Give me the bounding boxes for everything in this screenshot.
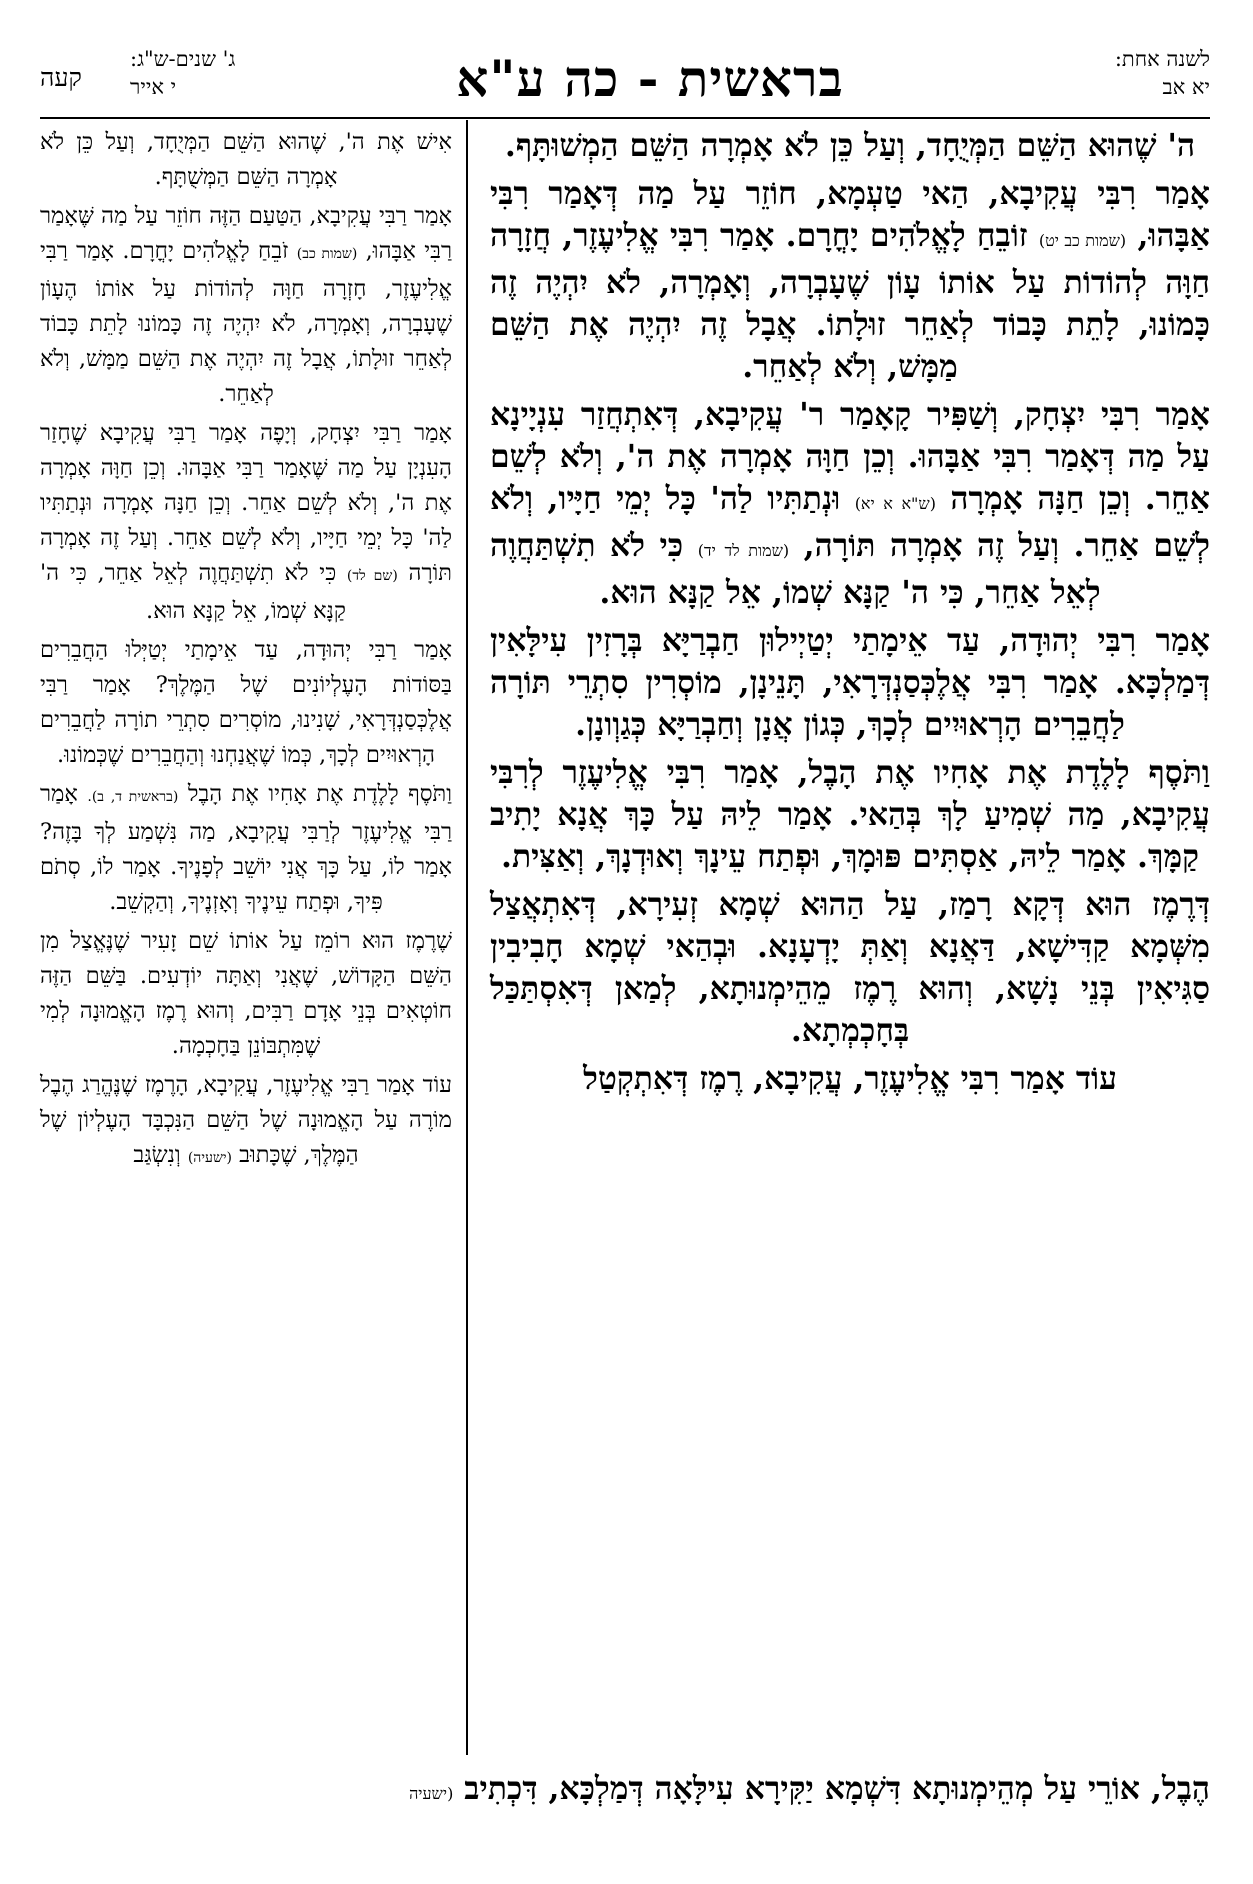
main-text: זוֹבֵחַ לָאֱלֹהִים יָחֳרָם. אָמַר רִבִּי אֱלִיעֶזֶר, חֲזָרָה חַוָּה לְהוֹדוֹת עַל אוֹתוֹ עָוֹן שֶׁעָבְרָה, וְאָמְרָה, לֹא יִהְיֶה זֶה כָּמוֹנוּ, לָתֵת כָּבוֹד לְאַחֵר זוּלָתוֹ. אֲבָל זֶה יִהְיֶה אֶת הַשֵּׁם מַמָּשׁ, וְלֹא לְאַחֵר. xyxy=(490,217,1210,385)
column-divider xyxy=(466,120,468,1755)
page-number: קעה xyxy=(40,63,82,92)
side-text: זֹבֵחַ לָאֱלֹהִים יָחֳרָם. אָמַר רַבִּי אֱלִיעֶזֶר, חָזְרָה חַוָּה לְהוֹדוֹת עַל אוֹתוֹ הֶעָוֹן שֶׁעָבְרָה, וְאָמְרָה, לֹא יִהְיֶה זֶה כָּמוֹנוּ לָתֵת כָּבוֹד לְאַחֵר זוּלָתוֹ, אֲבָל זֶה יִהְיֶה אֶת הַשֵּׁם מַמָּשׁ, וְלֹא לְאַחֵר. xyxy=(40,238,452,407)
side-text: עוֹד אָמַר רַבִּי אֱלִיעֶזֶר, עֲקִיבָא, הָרֶמֶז שֶׁנֶּהֱרַג הֶבֶל מוֹרֶה עַל הָאֱמוּנָה שֶׁל הַשֵּׁם הַנִּכְבָּד הָעֶלְיוֹן שֶׁל הַמֶּלֶךְ, שֶׁכָּתוּב xyxy=(40,1072,452,1168)
main-text-continuation xyxy=(40,1770,1210,1807)
page-header xyxy=(40,45,1210,115)
main-paragraph-7: עוֹד אָמַר רִבִּי אֱלִיעֶזֶר, עֲקִיבָא, רֶמֶז דְּאִתְקְטַל xyxy=(583,1060,1117,1097)
reading-schedule-three-years xyxy=(130,45,235,101)
side-text: אָמַר רַבִּי עֲקִיבָא, הַטַּעַם הַזֶּה חוֹזֵר עַל מַה שֶּׁאָמַר רַבִּי אַבָּהוּ, xyxy=(40,203,453,264)
verse-reference: (בראשית ד, ב). xyxy=(87,789,179,805)
side-text: וְנִשְׂגַּב xyxy=(133,1142,181,1168)
main-text: וּנְתַתִּיו לַה' כָּל יְמֵי חַיָּיו, וְלֹא לְשֵׁם אַחֵר. וְעַל זֶה אָמְרָה תּוֹרָה, xyxy=(490,480,1211,564)
side-text: וַתֹּסֶף לָלֶדֶת אֶת אָחִיו אֶת הָבֶל xyxy=(187,781,453,807)
verse-reference: (שמות כב יט) xyxy=(1038,231,1127,250)
main-paragraph-4: אָמַר רִבִּי יְהוּדָה, עַד אֵימָתַי יְטַיְילוּן חַבְרַיָּא בְּרָזִין עִילָּאִין דְּמַלְכָּא. אָמַר רִבִּי אֲלֶכְּסַנְדְּרָאִי, תָּנֵינָן, מוֹסְרִין סִתְרֵי תּוֹרָה לַחֲבֵרִים הָרְאוּיִים לְכָךְ, כְּגוֹן אֲנָן וְחַבְרַיָּא כְּגַוְונָן. xyxy=(490,622,1210,743)
side-paragraph-5 xyxy=(40,777,452,920)
main-text: אָמַר רִבִּי עֲקִיבָא, הַאי טַעְמָא, חוֹזֵר עַל מַה דְּאָמַר רִבִּי אַבָּהוּ, xyxy=(490,175,1211,254)
schedule-label-one-year: לשנה אחת: xyxy=(1114,47,1210,71)
main-paragraph-2 xyxy=(490,173,1210,388)
side-text: אָמַר רַבִּי יִצְחָק, וְיָפֶה אָמַר רַבִּי עֲקִיבָא שֶׁחָזַר הָעִנְיָן עַל מַה שֶּׁאָמַר רַבִּי אַבָּהוּ. וְכֵן חַוָּה אָמְרָה אֶת ה', וְלֹא לְשֵׁם אַחֵר. וְכֵן חַנָּה אָמְרָה וּנְתַתִּיו לַה' כָּל יְמֵי חַיָּיו, וְלֹא לְשֵׁם אַחֵר. וְעַל זֶה אָמְרָה תּוֹרָה xyxy=(40,420,452,586)
main-paragraph-1: ה' שֶׁהוּא הַשֵּׁם הַמְּיֻחָד, וְעַל כֵּן לֹא אָמְרָה הַשֵּׁם הַמְשׁוּתָּף. xyxy=(504,127,1196,164)
side-paragraph-3 xyxy=(40,416,452,629)
side-paragraph-1: אִישׁ אֶת ה', שֶׁהוּא הַשֵּׁם הַמְּיֻחָד, וְעַל כֵּן לֹא אָמְרָה הַשֵּׁם הַמְּשֻׁתָּף. xyxy=(40,129,452,190)
schedule-date-three-years: י אייר xyxy=(130,75,177,99)
main-paragraph-5: וַתֹּסֶף לָלֶדֶת אֶת אָחִיו אֶת הָבֶל, אָמַר רִבִּי אֱלִיעֶזֶר לְרִבִּי עֲקִיבָא, מַה שְׁמִיעַ לָךְ בְּהַאי. אָמַר לֵיהּ עַל כָּךְ אֲנָא יָתִיב קַמָּךְ. אָמַר לֵיהּ, אַסְתִּים פּוּמָךְ, וּפְתַח עֵינָךְ וְאוּדְנָךְ, וְאַצִּית. xyxy=(490,754,1210,875)
main-text-column xyxy=(490,125,1210,1106)
page-title: בראשית - כה ע"א xyxy=(456,49,844,108)
side-paragraph-7 xyxy=(40,1068,452,1176)
side-paragraph-2 xyxy=(40,199,452,412)
side-paragraph-4: אָמַר רַבִּי יְהוּדָה, עַד אֵימָתַי יְטַיְּלוּ הַחֲבֵרִים בַּסּוֹדוֹת הָעֶלְיוֹנִים שֶׁל הַמֶּלֶךְ? אָמַר רַבִּי אֲלֶכְּסַנְדְּרָאִי, שָׁנִינוּ, מוֹסְרִים סִתְרֵי תוֹרָה לַחֲבֵרִים הָרְאוּיִים לְכָךְ, כְּמוֹ שֶׁאֲנַחְנוּ וְהַחֲבֵרִים שֶׁכְּמוֹנוּ. xyxy=(40,637,452,768)
main-text: כִּי לֹא תִשְׁתַּחֲוֶה לְאֵל אַחֵר, כִּי ה' קַנָּא שְׁמוֹ, אֵל קַנָּא הוּא. xyxy=(490,527,1101,611)
verse-reference: (שם לד) xyxy=(346,568,398,584)
verse-reference: (שמות לד יד) xyxy=(697,541,790,560)
schedule-label-three-years: ג' שנים-ש"ג: xyxy=(130,47,236,71)
verse-reference: (שמות כב) xyxy=(296,246,358,262)
main-text: אָמַר רִבִּי יִצְחָק, וְשַׁפִּיר קָאָמַר ר' עֲקִיבָא, דְּאִתְחֲזַר עִנְיָינָא עַל מַה דְּאָמַר רִבִּי אַבָּהוּ. וְכֵן חַוָּה אָמְרָה אֶת ה', וְלֹא לְשֵׁם אַחֵר. וְכֵן חַנָּה אָמְרָה xyxy=(490,396,1210,517)
side-text: אָמַר רַבִּי אֱלִיעֶזֶר לְרַבִּי עֲקִיבָא, מַה נִּשְׁמַע לְךָ בָּזֶה? אָמַר לוֹ, עַל כָּךְ אֲנִי יוֹשֵׁב לְפָנֶיךָ. אָמַר לוֹ, סְתֹם פִּיךָ, וּפְתַח עֵינֶיךָ וְאָזְנֶיךָ, וְהַקְשֵׁב. xyxy=(40,781,452,915)
main-paragraph-3 xyxy=(490,394,1210,614)
side-paragraph-6: שֶׁרֶמֶז הוּא רוֹמֵז עַל אוֹתוֹ שֵׁם זָעִיר שֶׁנֶּאֱצַל מִן הַשֵּׁם הַקָּדוֹשׁ, שֶׁאֲנִי וְאַתָּה יוֹדְעִים. בַּשֵּׁם הַזֶּה חוֹטְאִים בְּנֵי אָדָם רַבִּים, וְהוּא רֶמֶז הָאֱמוּנָה לְמִי שֶׁמִּתְבּוֹנֵן בַּחָכְמָה. xyxy=(40,928,452,1059)
main-paragraph-6: דְּרֶמֶז הוּא דְּקָא רָמַז, עַל הַהוּא שְׁמָא זְעִירָא, דְּאִתְאֲצַל מִשְּׁמָא קַדִּישָׁא, דַּאֲנָא וְאַתְּ יָדְעָנָא. וּבְהַאי שְׁמָא חָבִיבִין סַגִּיאִין בְּנֵי נָשָׁא, וְהוּא רֶמֶז מֵהֵימְנוּתָא, לְמַאן דְּאִסְתַּכַּל בְּחָכְמְתָא. xyxy=(490,886,1210,1049)
reading-schedule-one-year xyxy=(1115,45,1210,101)
schedule-date-one-year: יא אב xyxy=(1162,75,1210,99)
verse-reference: (ישעיה) xyxy=(187,1150,232,1166)
header-rule xyxy=(40,117,1210,119)
translation-column xyxy=(40,125,452,1180)
verse-reference: (ש"א א יא) xyxy=(854,494,936,513)
verse-reference: (ישעיה xyxy=(409,1784,454,1803)
side-text: כִּי לֹא תִשְׁתַּחֲוֶה לְאֵל אַחֵר, כִּי ה' קַנָּא שְׁמוֹ, אֵל קַנָּא הוּא. xyxy=(40,560,346,624)
main-text: הֶבֶל, אוֹרֵי עַל מְהֵימְנוּתָא דִּשְׁמָא יַקִּירָא עִילָּאָה דְּמַלְכָּא, דִּכְתִיב xyxy=(464,1770,1210,1807)
